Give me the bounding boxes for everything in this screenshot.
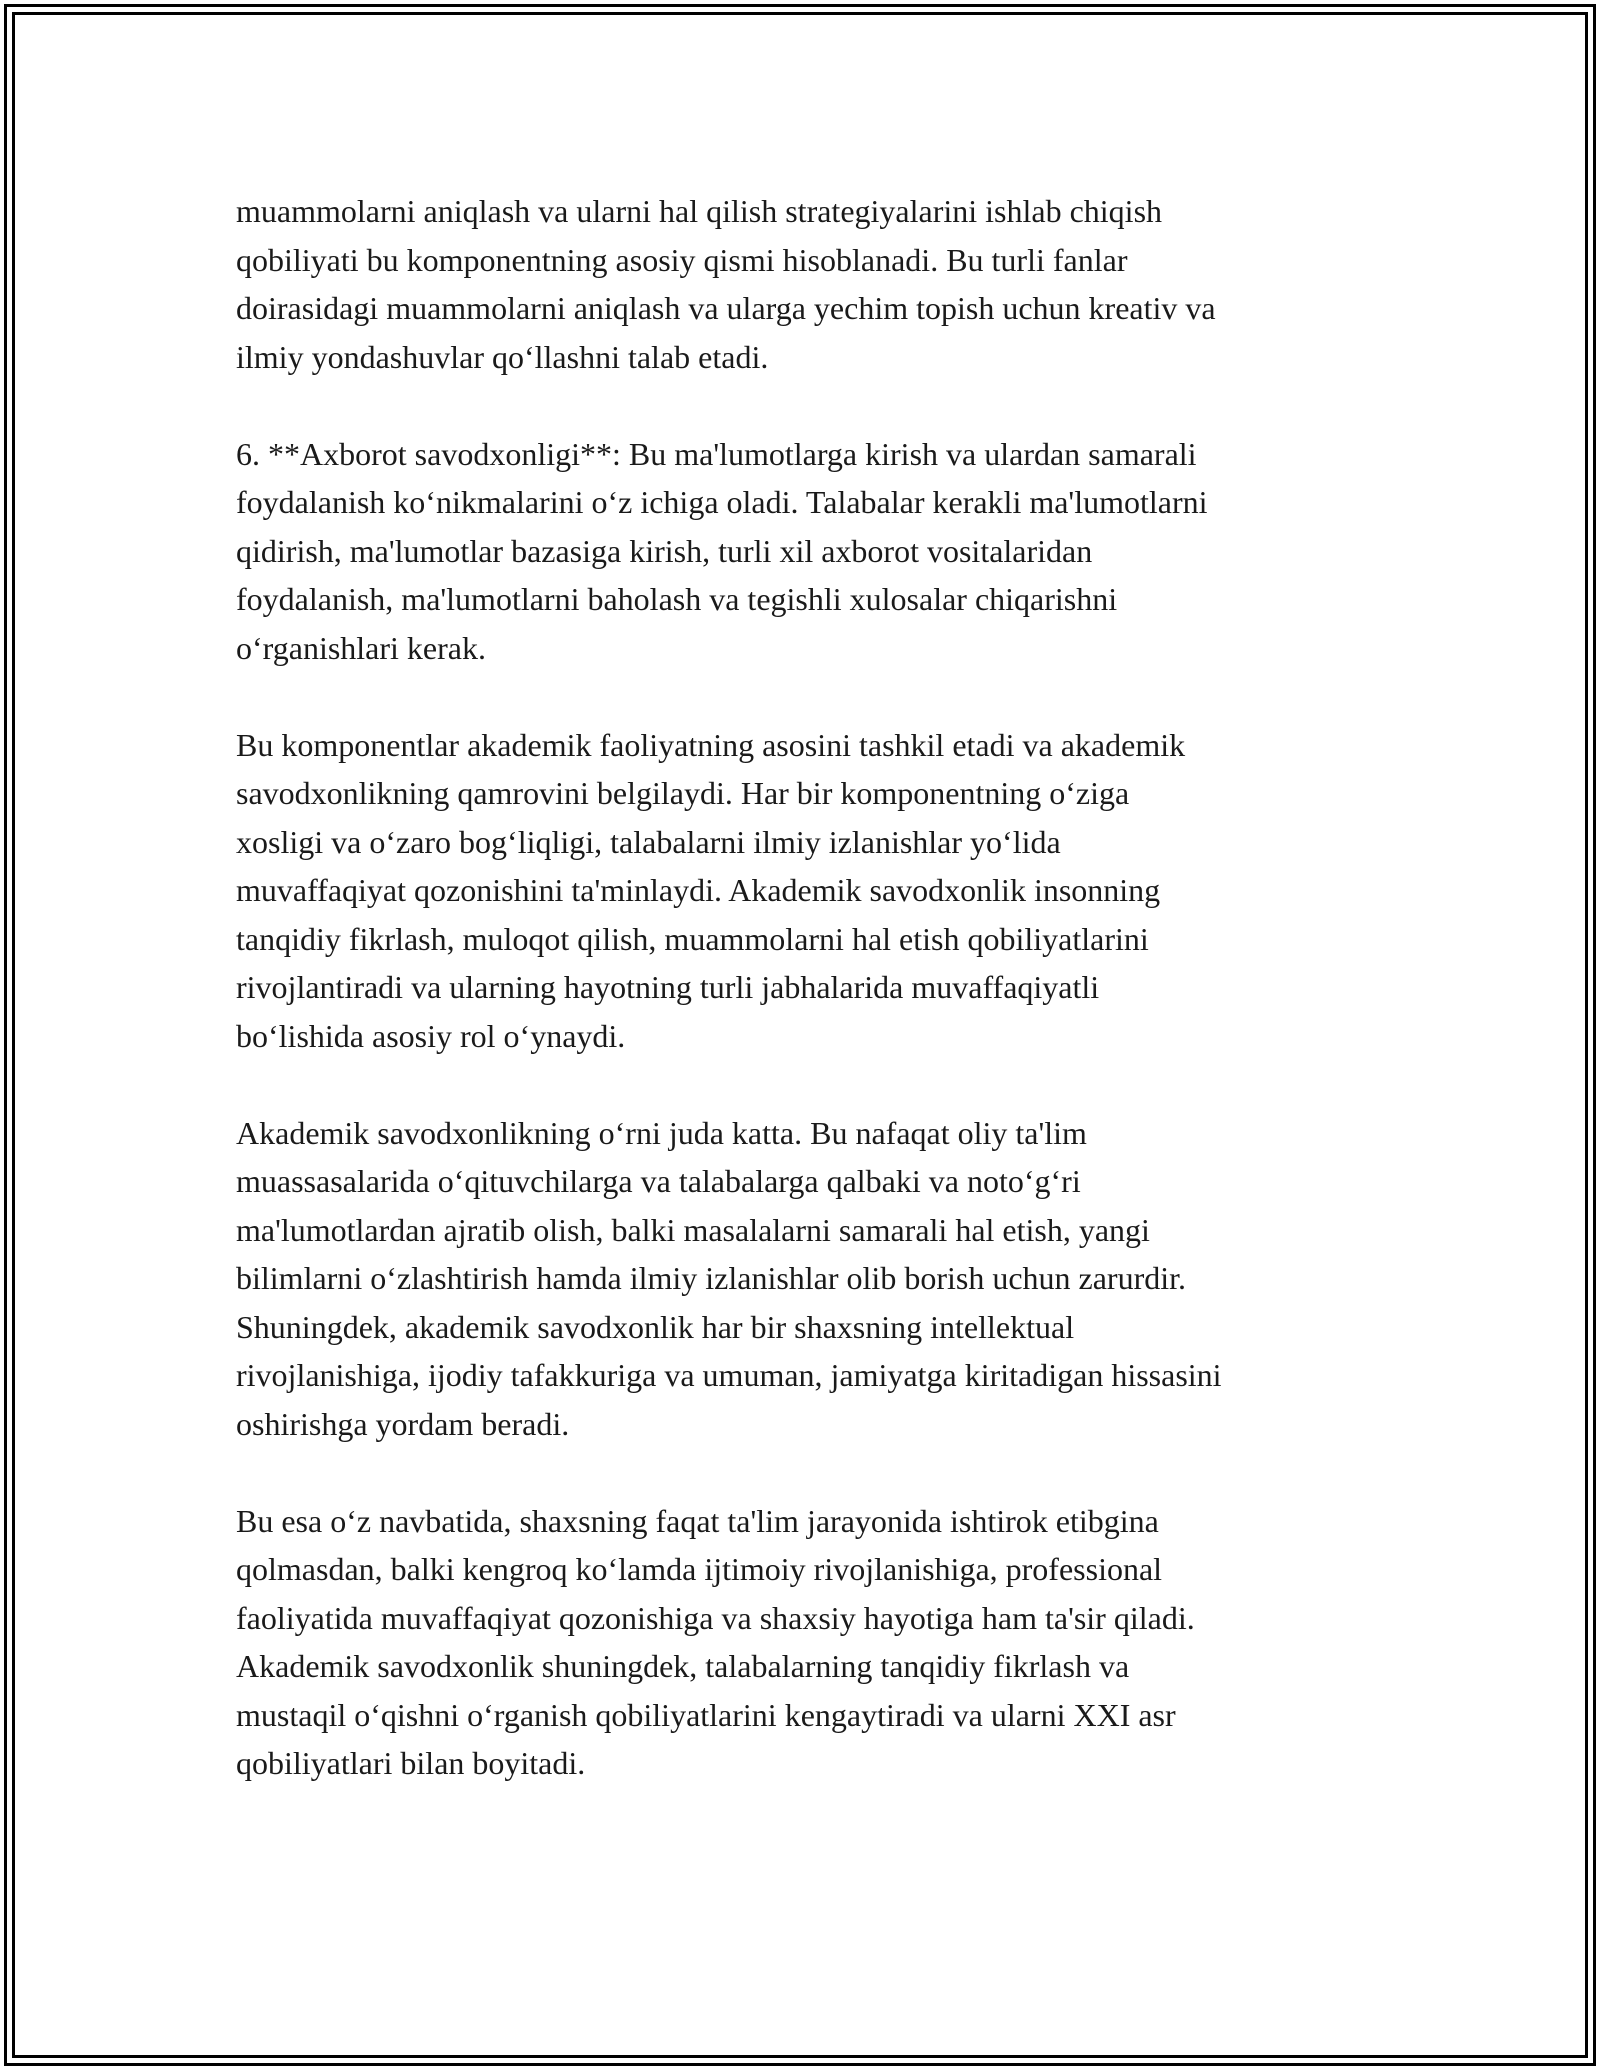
paragraph-components-summary: Bu komponentlar akademik faoliyatning asosini tashkil etadi va akademik savodxonlikning qamrovini belgilaydi. Har bir komponentning o‘ziga xosligi va o‘zaro bog‘liqligi, talabalarni ilmiy izlanishlar yo‘lida muvaffaqiyat qozonishini ta'minlaydi. Akademik savodxonlik insonning tanqidiy fikrlash, muloqot qilish, muammolarni hal etish qobiliyatlarini rivojlantiradi va ularning hayotning turli jabhalarida muvaffaqiyatli bo‘lishida asosiy rol o‘ynaydi. [236,726,1186,1054]
paragraph-information-literacy: 6. **Axborot savodxonligi**: Bu ma'lumotlarga kirish va ulardan samarali foydalanish ko‘nikmalarini o‘z ichiga oladi. Talabalar kerakli ma'lumotlarni qidirish, ma'lumotlar bazasiga kirish, turli xil axborot vositalaridan foydalanish, ma'lumotlarni baholash va tegishli xulosalar chiqarishni o‘rganishlari kerak. [236,435,1208,666]
paragraph-problem-solving-continuation: muammolarni aniqlash va ularni hal qilish strategiyalarini ishlab chiqish qobiliyati bu komponentning asosiy qismi hisoblanadi. Bu turli fanlar doirasidagi muammolarni aniqlash va ularga yechim topish uchun kreativ va ilmiy yondashuvlar qo‘llashni talab etadi. [236,193,1216,375]
paragraph-academic-literacy-role: Akademik savodxonlikning o‘rni juda katta. Bu nafaqat oliy ta'lim muassasalarida o‘qituvchilarga va talabalarga qalbaki va noto‘g‘ri ma'lumotlardan ajratib olish, balki masalalarni samarali hal etish, yangi bilimlarni o‘zlashtirish hamda ilmiy izlanishlar olib borish uchun zarurdir. Shuningdek, akademik savodxonlik har bir shaxsning intellektual rivojlanishiga, ijodiy tafakkuriga va umuman, jamiyatga kiritadigan hissasini oshirishga yordam beradi. [236,1114,1222,1442]
document-body [236,187,1376,1788]
paragraph-personal-development: Bu esa o‘z navbatida, shaxsning faqat ta'lim jarayonida ishtirok etibgina qolmasdan, balki kengroq ko‘lamda ijtimoiy rivojlanishiga, professional faoliyatida muvaffaqiyat qozonishiga va shaxsiy hayotiga ham ta'sir qiladi. Akademik savodxonlik shuningdek, talabalarning tanqidiy fikrlash va mustaqil o‘qishni o‘rganish qobiliyatlarini kengaytiradi va ularni XXI asr qobiliyatlari bilan boyitadi. [236,1502,1195,1781]
